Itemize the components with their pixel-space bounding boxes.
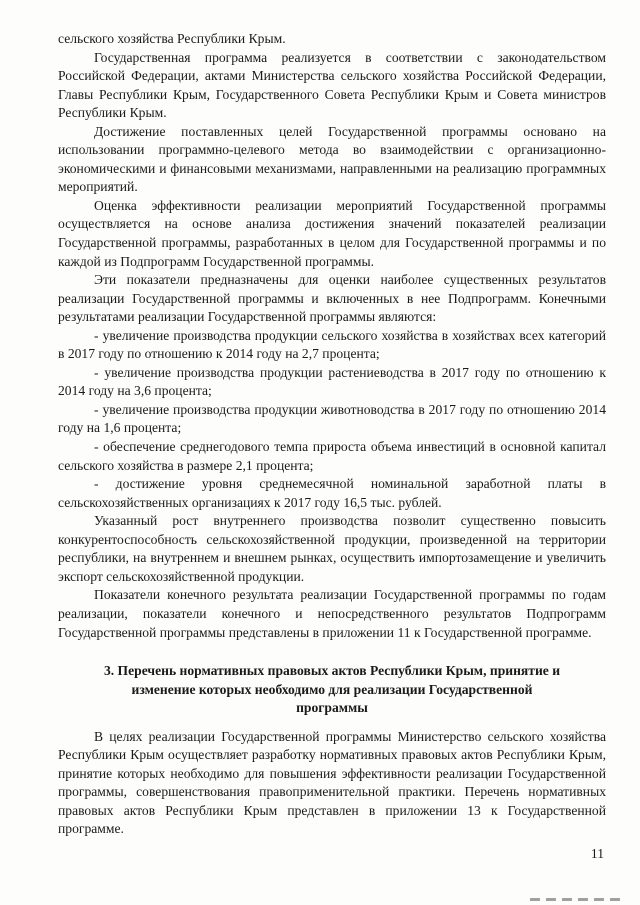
section-paragraph: В целях реализации Государственной программы Министерство сельского хозяйства Республики Крым осуществляет разработку нормативных правовых актов Республики Крым, принятие которых необходимо для повышения эффективности реализации Государственной программы, совершенствования правоприменительной практики. Перечень нормативных правовых актов Республики Крым представлен в приложении 13 к Государственной программе. [58,728,606,837]
page-number: 11 [590,846,604,861]
list-item: - достижение уровня среднемесячной номинальной заработной платы в сельскохозяйственных организациях к 2017 году 16,5 тыс. рублей. [58,476,606,510]
paragraph-indicators: Эти показатели предназначены для оценки наиболее существенных результатов реализации Государственной программы и включенных в нее Подпрограмм. Конечными результатами реализации Государственной программы являются: [58,272,606,325]
list-item: - увеличение производства продукции растениеводства в 2017 году по отношению к 2014 году на 3,6 процента; [58,364,606,399]
paragraph-continuation: сельского хозяйства Республики Крым. [58,31,286,46]
document-body [58,30,606,839]
paragraph-evaluation: Оценка эффективности реализации мероприятий Государственной программы осуществляется на основе анализа достижения значений показателей реализации Государственной программы, разработанных в целом для Государственной программы и по каждой из Подпрограмм Государственной программы. [58,197,606,269]
paragraph-results: Показатели конечного результата реализации Государственной программы по годам реализации, показатели конечного и непосредственного результатов Подпрограмм Государственной программы представлены в приложении 11 к Государственной программе. [58,587,606,640]
list-item: - обеспечение среднегодового темпа прироста объема инвестиций в основной капитал сельского хозяйства в размере 2,1 процента; [58,439,606,473]
list-item: - увеличение производства продукции сельского хозяйства в хозяйствах всех категорий в 2017 году по отношению к 2014 году на 2,7 процента; [58,327,606,362]
paragraph-growth: Указанный рост внутреннего производства позволит существенно повысить конкурентоспособность сельскохозяйственной продукции, произведенной на территории республики, на внутреннем и внешнем рынках, осуществить импортозамещение и увеличить экспорт сельскохозяйственной продукции. [58,513,606,584]
paragraph-method: Достижение поставленных целей Государственной программы основано на использовании программно-целевого метода во взаимодействии с организационно-экономическими и финансовыми механизмами, направленными на реализацию программных мероприятий. [58,123,606,195]
scan-artifact [530,898,620,901]
paragraph-legislation: Государственная программа реализуется в соответствии с законодательством Российской Федерации, актами Министерства сельского хозяйства Российской Федерации, Главы Республики Крым, Государственного Совета Республики Крым и Совета министров Республики Крым. [58,49,606,121]
list-item: - увеличение производства продукции животноводства в 2017 году по отношению 2014 году на 1,6 процента; [58,401,606,436]
section-heading: 3. Перечень нормативных правовых актов Республики Крым, принятие и изменение которых необходимо для реализации Государственной программы [103,663,561,716]
